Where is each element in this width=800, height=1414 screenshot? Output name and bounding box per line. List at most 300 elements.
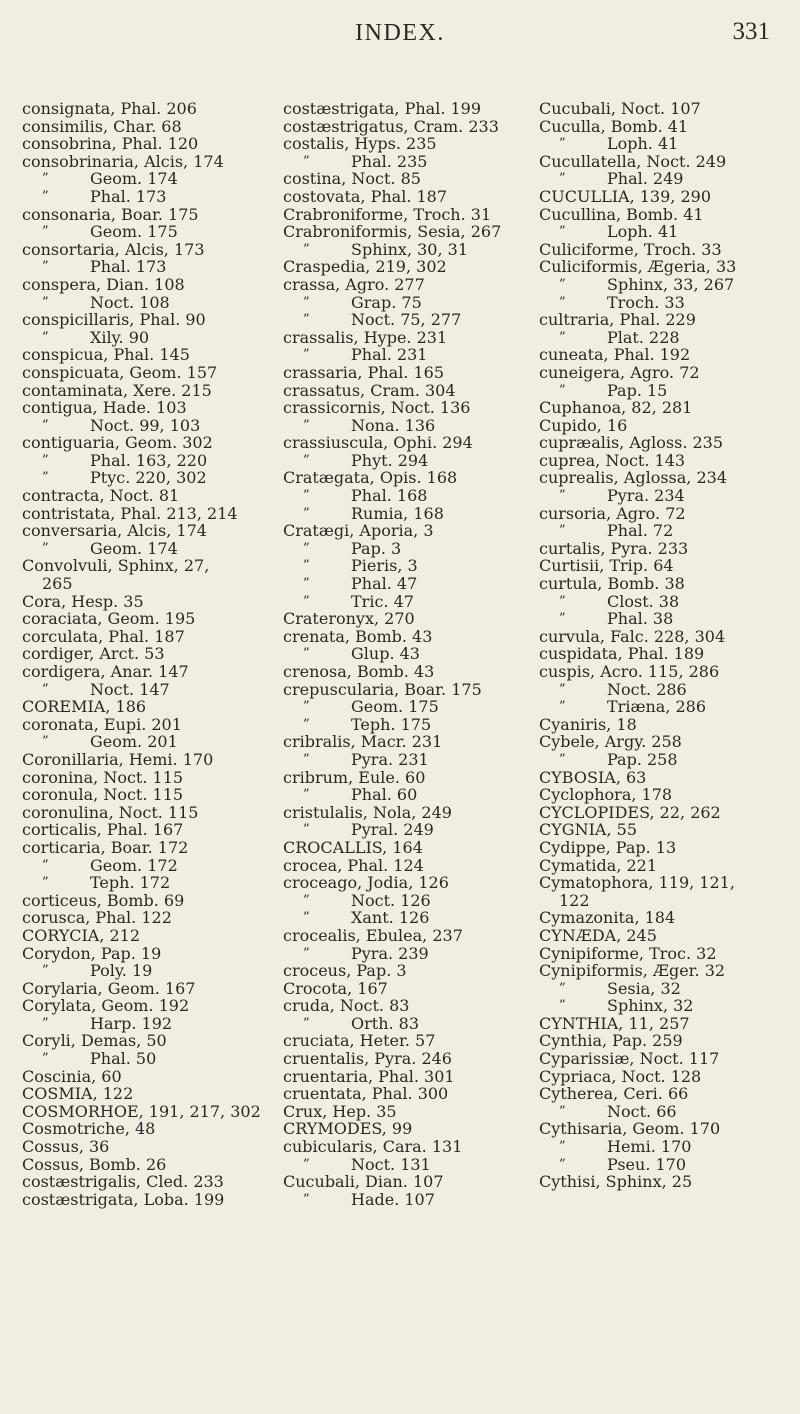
- entry-text: Cybele, Argy. 258: [539, 732, 682, 752]
- ditto-mark: ”: [303, 751, 310, 767]
- entry-text: cubicularis, Cara. 131: [283, 1137, 463, 1157]
- index-entry: [539, 434, 789, 452]
- entry-text: Orth. 83: [351, 1013, 420, 1033]
- entry-text: crassicornis, Noct. 136: [283, 398, 471, 418]
- entry-text: cordigera, Anar. 147: [22, 662, 189, 681]
- index-subentry: [539, 698, 789, 716]
- index-entry: [539, 821, 789, 839]
- index-entry: [283, 874, 533, 892]
- entry-text: Geom. 172: [90, 855, 178, 875]
- entry-text: Cythisaria, Geom. 170: [539, 1119, 721, 1139]
- entry-text: Noct. 147: [90, 679, 170, 699]
- index-entry: [22, 1032, 272, 1050]
- index-entry: [283, 769, 533, 787]
- entry-text: Teph. 175: [351, 714, 432, 734]
- index-subentry: [283, 241, 533, 259]
- entry-text: contristata, Phal. 213, 214: [22, 503, 238, 523]
- index-subentry: [283, 557, 533, 575]
- entry-text: Culiciformis, Ægeria, 33: [539, 257, 737, 277]
- index-entry: [539, 417, 789, 435]
- index-entry: [539, 206, 789, 224]
- index-subentry: [283, 346, 533, 364]
- index-subentry: [539, 997, 789, 1015]
- index-entry: [539, 769, 789, 787]
- entry-text: Cyaniris, 18: [539, 714, 637, 734]
- index-entry: [283, 469, 533, 487]
- index-subentry: [539, 610, 789, 628]
- entry-text: Cymazonita, 184: [539, 908, 676, 928]
- index-entry: [283, 1120, 533, 1138]
- index-subentry: [283, 909, 533, 927]
- index-subentry: [283, 1015, 533, 1033]
- ditto-mark: ”: [559, 1103, 566, 1119]
- index-entry: [283, 522, 533, 540]
- index-subentry: [22, 329, 272, 347]
- entry-text: cupræalis, Agloss. 235: [539, 433, 724, 453]
- ditto-mark: ”: [42, 681, 49, 697]
- entry-text: 122: [559, 890, 590, 910]
- entry-text: cristulalis, Nola, 249: [283, 802, 452, 822]
- index-entry: [22, 593, 272, 611]
- entry-text: conspicillaris, Phal. 90: [22, 310, 206, 330]
- entry-text: Sesia, 32: [607, 978, 681, 998]
- ditto-mark: ”: [559, 488, 566, 504]
- entry-text: crocealis, Ebulea, 237: [283, 925, 463, 945]
- entry-text: croceago, Jodia, 126: [283, 873, 449, 893]
- entry-text: Cypriaca, Noct. 128: [539, 1066, 702, 1086]
- entry-text: Corydon, Pap. 19: [22, 943, 162, 963]
- index-entry: [283, 1138, 533, 1156]
- entry-text: crassatus, Cram. 304: [283, 380, 456, 400]
- entry-text: costalis, Hyps. 235: [283, 134, 437, 154]
- index-entry: [539, 716, 789, 734]
- ditto-mark: ”: [303, 716, 310, 732]
- entry-text: Corylata, Geom. 192: [22, 996, 190, 1016]
- entry-text: conversaria, Alcis, 174: [22, 521, 207, 541]
- index-entry: [22, 505, 272, 523]
- entry-text: Phal. 72: [607, 521, 674, 541]
- index-entry: [283, 188, 533, 206]
- index-entry: [539, 645, 789, 663]
- index-entry: [539, 399, 789, 417]
- entry-text: corticaria, Boar. 172: [22, 837, 189, 857]
- entry-text: CYNÆDA, 245: [539, 925, 657, 945]
- entry-text: consobrinaria, Alcis, 174: [22, 151, 224, 171]
- entry-text: Noct. 286: [607, 679, 687, 699]
- entry-text: curvula, Falc. 228, 304: [539, 626, 726, 646]
- entry-text: conspicua, Phal. 145: [22, 345, 190, 365]
- entry-text: corusca, Phal. 122: [22, 908, 172, 928]
- entry-text: costæstrigalis, Cled. 233: [22, 1172, 224, 1192]
- entry-text: cuprea, Noct. 143: [539, 450, 686, 470]
- index-entry: [283, 118, 533, 136]
- ditto-mark: ”: [42, 452, 49, 468]
- index-entry: [539, 663, 789, 681]
- entry-text: Coryli, Demas, 50: [22, 1031, 167, 1051]
- ditto-mark: ”: [303, 505, 310, 521]
- index-entry: [539, 241, 789, 259]
- page-number: 331: [732, 18, 770, 45]
- index-subentry: [22, 1050, 272, 1068]
- entry-text: Cythisi, Sphinx, 25: [539, 1172, 693, 1192]
- index-subentry: [283, 716, 533, 734]
- entry-text: Pieris, 3: [351, 556, 418, 576]
- index-subentry: [283, 452, 533, 470]
- entry-text: Cyclophora, 178: [539, 785, 673, 805]
- entry-text: contracta, Noct. 81: [22, 486, 180, 506]
- entry-text: Pap. 3: [351, 538, 402, 558]
- ditto-mark: ”: [303, 540, 310, 556]
- entry-text: crassaria, Phal. 165: [283, 362, 445, 382]
- index-entry: [22, 241, 272, 259]
- index-entry: [22, 645, 272, 663]
- index-entry: [283, 258, 533, 276]
- entry-text: CUCULLIA, 139, 290: [539, 186, 711, 206]
- ditto-mark: ”: [303, 892, 310, 908]
- ditto-mark: ”: [42, 329, 49, 345]
- index-subentry: [539, 522, 789, 540]
- entry-text: consobrina, Phal. 120: [22, 134, 199, 154]
- index-entry: [539, 364, 789, 382]
- entry-text: coronula, Noct. 115: [22, 785, 184, 805]
- entry-text: Troch. 33: [607, 292, 685, 312]
- entry-text: Cosmotriche, 48: [22, 1119, 156, 1139]
- entry-text: Cymatida, 221: [539, 855, 658, 875]
- entry-text: crassiuscula, Ophi. 294: [283, 433, 473, 453]
- entry-text: Crocota, 167: [283, 978, 388, 998]
- index-entry: [22, 610, 272, 628]
- entry-text: Curtisii, Trip. 64: [539, 556, 674, 576]
- ditto-mark: ”: [303, 347, 310, 363]
- page-header: [0, 0, 800, 80]
- entry-text: cuneigera, Agro. 72: [539, 362, 700, 382]
- ditto-mark: ”: [559, 998, 566, 1014]
- entry-text: Cossus, 36: [22, 1137, 110, 1157]
- ditto-mark: ”: [42, 224, 49, 240]
- entry-text: Noct. 108: [90, 292, 170, 312]
- ditto-mark: ”: [303, 1191, 310, 1207]
- index-entry: [22, 786, 272, 804]
- index-entry: [283, 206, 533, 224]
- entry-text: contiguaria, Geom. 302: [22, 433, 213, 453]
- index-entry: [22, 364, 272, 382]
- entry-text: Nona. 136: [351, 415, 436, 435]
- entry-text: Cucubali, Dian. 107: [283, 1172, 444, 1192]
- index-subentry: [22, 540, 272, 558]
- entry-text: Hade. 107: [351, 1189, 435, 1209]
- index-entry: [22, 100, 272, 118]
- index-entry: [539, 258, 789, 276]
- entry-text: Clost. 38: [607, 591, 680, 611]
- index-subentry: [539, 294, 789, 312]
- index-subentry: [539, 223, 789, 241]
- index-entry: [539, 1120, 789, 1138]
- index-subentry: [283, 417, 533, 435]
- ditto-mark: ”: [559, 294, 566, 310]
- index-entry: [539, 452, 789, 470]
- entry-text: croceus, Pap. 3: [283, 961, 407, 981]
- index-entry: [283, 399, 533, 417]
- ditto-mark: ”: [303, 558, 310, 574]
- entry-text: costæstrigatus, Cram. 233: [283, 116, 499, 136]
- entry-text: curtula, Bomb. 38: [539, 574, 685, 594]
- entry-text: cuneata, Phal. 192: [539, 345, 691, 365]
- entry-text: crenata, Bomb. 43: [283, 626, 433, 646]
- entry-text: Noct. 131: [351, 1154, 431, 1174]
- index-subentry: [539, 487, 789, 505]
- index-entry: [22, 153, 272, 171]
- entry-text: Geom. 175: [90, 222, 178, 242]
- entry-text: CYBOSIA, 63: [539, 767, 647, 787]
- entry-text: Pseu. 170: [607, 1154, 687, 1174]
- entry-text: COSMORHOE, 191, 217, 302: [22, 1101, 261, 1121]
- entry-text: costæstrigata, Phal. 199: [283, 99, 482, 118]
- index-subentry: [283, 1156, 533, 1174]
- entry-text: Cratægi, Aporia, 3: [283, 521, 434, 541]
- index-entry: [22, 206, 272, 224]
- index-entry: [539, 909, 789, 927]
- index-entry: [283, 382, 533, 400]
- index-subentry: [283, 487, 533, 505]
- index-entry: [283, 329, 533, 347]
- ditto-mark: ”: [303, 417, 310, 433]
- index-subentry: [283, 575, 533, 593]
- entry-text: Cratægata, Opis. 168: [283, 468, 458, 488]
- ditto-mark: ”: [559, 382, 566, 398]
- index-entry: [22, 927, 272, 945]
- ditto-mark: ”: [303, 241, 310, 257]
- index-entry: [539, 575, 789, 593]
- index-entry: [22, 399, 272, 417]
- index-entry: [283, 733, 533, 751]
- ditto-mark: ”: [42, 294, 49, 310]
- index-subentry: [22, 874, 272, 892]
- index-subentry: [283, 892, 533, 910]
- entry-text: Phal. 38: [607, 609, 674, 629]
- entry-text: Phal. 50: [90, 1049, 157, 1069]
- index-entry: [539, 311, 789, 329]
- index-subentry: [539, 681, 789, 699]
- entry-text: crassalis, Hype. 231: [283, 327, 448, 347]
- index-entry: [283, 1085, 533, 1103]
- index-entry: [539, 469, 789, 487]
- index-entry: [539, 874, 789, 892]
- entry-text: Phal. 249: [607, 169, 684, 189]
- entry-text: Cuculla, Bomb. 41: [539, 116, 689, 136]
- entry-text: cuprealis, Aglossa, 234: [539, 468, 727, 488]
- entry-text: Pyra. 234: [607, 486, 685, 506]
- index-entry: [539, 1173, 789, 1191]
- index-entry: [22, 980, 272, 998]
- index-entry: [283, 276, 533, 294]
- entry-text: Cyparissiæ, Noct. 117: [539, 1049, 720, 1069]
- index-entry: [22, 276, 272, 294]
- ditto-mark: ”: [303, 294, 310, 310]
- index-subentry: [283, 645, 533, 663]
- entry-text: Convolvuli, Sphinx, 27,: [22, 556, 210, 576]
- index-entry: [283, 364, 533, 382]
- entry-text: conspera, Dian. 108: [22, 274, 185, 294]
- index-subentry: [22, 1015, 272, 1033]
- entry-text: Loph. 41: [607, 134, 679, 154]
- index-entry: [22, 663, 272, 681]
- ditto-mark: ”: [559, 751, 566, 767]
- entry-text: cuspis, Acro. 115, 286: [539, 662, 720, 681]
- index-entry: [539, 100, 789, 118]
- entry-text: Phal. 168: [351, 486, 428, 506]
- index-entry: [283, 857, 533, 875]
- index-entry: [22, 575, 272, 593]
- index-entry: [539, 962, 789, 980]
- index-entry: [539, 118, 789, 136]
- entry-text: CYNTHIA, 11, 257: [539, 1013, 690, 1033]
- index-entry: [22, 839, 272, 857]
- ditto-mark: ”: [559, 699, 566, 715]
- index-entry: [539, 892, 789, 910]
- index-entry: [22, 311, 272, 329]
- index-entry: [539, 945, 789, 963]
- entry-text: Geom. 201: [90, 732, 178, 752]
- ditto-mark: ”: [303, 576, 310, 592]
- entry-text: cordiger, Arct. 53: [22, 644, 165, 664]
- entry-text: CRYMODES, 99: [283, 1119, 413, 1139]
- entry-text: coronata, Eupi. 201: [22, 714, 182, 734]
- index-entry: [539, 1015, 789, 1033]
- index-entry: [283, 804, 533, 822]
- entry-text: Corylaria, Geom. 167: [22, 978, 196, 998]
- entry-text: Phal. 47: [351, 574, 418, 594]
- ditto-mark: ”: [303, 822, 310, 838]
- entry-text: cruentalis, Pyra. 246: [283, 1049, 452, 1069]
- index-entry: [539, 505, 789, 523]
- entry-text: Cynipiforme, Troc. 32: [539, 943, 717, 963]
- index-entry: [22, 487, 272, 505]
- index-subentry: [539, 135, 789, 153]
- ditto-mark: ”: [42, 1015, 49, 1031]
- ditto-mark: ”: [559, 276, 566, 292]
- entry-text: Craspedia, 219, 302: [283, 257, 447, 277]
- entry-text: Loph. 41: [607, 222, 679, 242]
- ditto-mark: ”: [303, 1156, 310, 1172]
- index-subentry: [283, 821, 533, 839]
- index-entry: [283, 1068, 533, 1086]
- index-entry: [22, 346, 272, 364]
- index-entry: [22, 1120, 272, 1138]
- ditto-mark: ”: [559, 171, 566, 187]
- index-column-right: [539, 100, 789, 1191]
- index-entry: [283, 1103, 533, 1121]
- index-entry: [539, 1032, 789, 1050]
- index-entry: [22, 945, 272, 963]
- index-entry: [22, 1138, 272, 1156]
- entry-text: Pyra. 239: [351, 943, 429, 963]
- ditto-mark: ”: [559, 329, 566, 345]
- ditto-mark: ”: [559, 136, 566, 152]
- entry-text: COSMIA, 122: [22, 1084, 134, 1104]
- entry-text: Crux, Hep. 35: [283, 1101, 397, 1121]
- entry-text: cursoria, Agro. 72: [539, 503, 686, 523]
- entry-text: Phyt. 294: [351, 450, 429, 470]
- index-entry: [283, 927, 533, 945]
- ditto-mark: ”: [303, 945, 310, 961]
- index-entry: [22, 1085, 272, 1103]
- entry-text: curtalis, Pyra. 233: [539, 538, 689, 558]
- index-entry: [22, 118, 272, 136]
- index-entry: [283, 962, 533, 980]
- entry-text: Tric. 47: [351, 591, 414, 611]
- ditto-mark: ”: [303, 1015, 310, 1031]
- index-subentry: [283, 540, 533, 558]
- entry-text: Phal. 235: [351, 151, 428, 171]
- entry-text: costæstrigata, Loba. 199: [22, 1189, 225, 1209]
- index-entry: [22, 804, 272, 822]
- index-subentry: [22, 417, 272, 435]
- index-entry: [539, 804, 789, 822]
- entry-text: Pap. 15: [607, 380, 668, 400]
- index-subentry: [539, 1138, 789, 1156]
- entry-text: CYCLOPIDES, 22, 262: [539, 802, 721, 822]
- entry-text: Glup. 43: [351, 644, 420, 664]
- index-entry: [22, 382, 272, 400]
- index-subentry: [283, 945, 533, 963]
- entry-text: coronina, Noct. 115: [22, 767, 184, 787]
- index-subentry: [22, 294, 272, 312]
- ditto-mark: ”: [42, 734, 49, 750]
- index-subentry: [539, 980, 789, 998]
- index-column-middle: [283, 100, 533, 1208]
- index-subentry: [539, 1103, 789, 1121]
- entry-text: corculata, Phal. 187: [22, 626, 185, 646]
- index-entry: [539, 927, 789, 945]
- index-entry: [22, 892, 272, 910]
- entry-text: costovata, Phal. 187: [283, 186, 448, 206]
- index-entry: [539, 346, 789, 364]
- index-entry: [22, 1156, 272, 1174]
- index-entry: [22, 716, 272, 734]
- index-entry: [283, 839, 533, 857]
- entry-text: Cynthia, Pap. 259: [539, 1031, 683, 1051]
- entry-text: CYGNIA, 55: [539, 820, 637, 840]
- entry-text: Noct. 66: [607, 1101, 677, 1121]
- index-entry: [283, 100, 533, 118]
- index-entry: [283, 434, 533, 452]
- index-entry: [539, 1068, 789, 1086]
- entry-text: Poly. 19: [90, 961, 153, 981]
- entry-text: Pyral. 249: [351, 820, 434, 840]
- entry-text: Cupido, 16: [539, 415, 628, 435]
- ditto-mark: ”: [303, 312, 310, 328]
- entry-text: Pyra. 231: [351, 749, 429, 769]
- index-column-left: [22, 100, 272, 1208]
- ditto-mark: ”: [559, 224, 566, 240]
- ditto-mark: ”: [42, 188, 49, 204]
- entry-text: Cucullina, Bomb. 41: [539, 204, 704, 224]
- entry-text: Cucullatella, Noct. 249: [539, 151, 727, 171]
- entry-text: Geom. 174: [90, 538, 178, 558]
- index-entry: [283, 1032, 533, 1050]
- entry-text: crepuscularia, Boar. 175: [283, 679, 482, 699]
- index-subentry: [283, 698, 533, 716]
- index-entry: [539, 857, 789, 875]
- index-subentry: [22, 258, 272, 276]
- entry-text: Phal. 163, 220: [90, 450, 208, 470]
- index-entry: [539, 188, 789, 206]
- entry-text: Sphinx, 30, 31: [351, 239, 469, 259]
- index-subentry: [22, 857, 272, 875]
- index-subentry: [539, 1156, 789, 1174]
- entry-text: CROCALLIS, 164: [283, 837, 423, 857]
- ditto-mark: ”: [42, 875, 49, 891]
